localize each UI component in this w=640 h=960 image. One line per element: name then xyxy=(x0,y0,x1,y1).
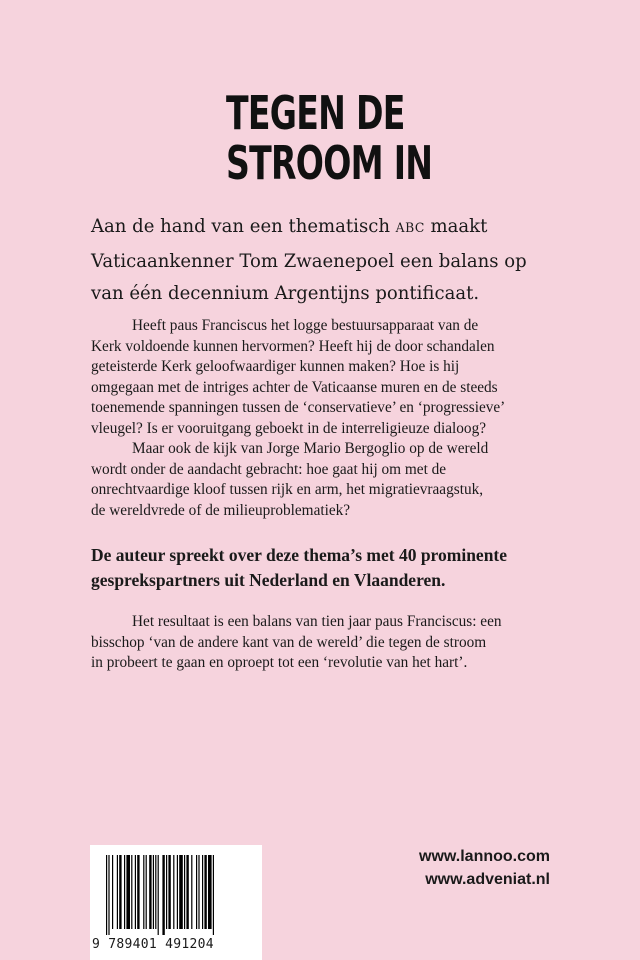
barcode-bar xyxy=(135,855,136,929)
body-line: toenemende spanningen tussen de ‘conservatieve’ en ‘progressieve’ xyxy=(91,399,506,416)
title-line-2: STROOM IN xyxy=(226,136,433,190)
body-line: wordt onder de aandacht gebracht: hoe gaat hij om met de xyxy=(91,460,447,478)
barcode-bar xyxy=(196,855,197,929)
barcode-bar xyxy=(119,855,121,929)
barcode-bar xyxy=(186,855,188,929)
barcode-bar xyxy=(146,855,147,929)
bold-line: gesprekspartners uit Nederland en Vlaanderen. xyxy=(91,570,446,590)
barcode-bar xyxy=(108,855,109,935)
barcode-bar xyxy=(166,855,167,929)
publisher-urls xyxy=(360,845,550,891)
isbn-number: 9 789401 491204 xyxy=(92,937,214,952)
barcode-bar xyxy=(179,855,183,929)
body-line: vleugel? Is er vooruitgang geboekt in de interreligieuze dialoog? xyxy=(91,419,487,437)
barcode-bar xyxy=(106,855,107,935)
barcode-bar xyxy=(177,855,178,929)
result-line: bisschop ‘van de andere kant van de wereld’ die tegen de stroom xyxy=(91,633,487,651)
barcode-bar xyxy=(204,855,206,929)
barcode-bars xyxy=(106,855,256,935)
barcode-bar xyxy=(124,855,125,929)
barcode-bar xyxy=(158,855,159,935)
result-line: in probeert te gaan en oproept tot een ‘revolutie van het hart’. xyxy=(91,654,468,671)
barcode-bar xyxy=(126,855,130,929)
barcode-bar xyxy=(202,855,203,929)
result-line: Het resultaat is een balans van tien jaar paus Franciscus: een xyxy=(132,613,502,630)
barcode-bar xyxy=(112,855,113,929)
body-line: geteisterde Kerk geloofwaardiger kunnen maken? Hoe is hij xyxy=(91,358,460,375)
barcode-bar xyxy=(208,855,212,929)
barcode-bar xyxy=(168,855,170,929)
intro-line-1 xyxy=(91,210,585,245)
intro-paragraph xyxy=(91,210,585,309)
body-line: Heeft paus Franciscus het logge bestuursapparaat van de xyxy=(132,317,479,334)
barcode-bar xyxy=(213,855,214,935)
barcode-bar xyxy=(198,855,199,929)
barcode xyxy=(90,845,262,960)
barcode-bar xyxy=(149,855,151,929)
barcode-bar xyxy=(131,855,132,929)
bold-line: De auteur spreekt over deze thema’s met 40 prominente xyxy=(91,545,508,565)
lannoo-url[interactable]: www.lannoo.com xyxy=(419,848,550,865)
barcode-bar xyxy=(137,855,139,929)
intro-line-3: van één decennium Argentijns pontificaat. xyxy=(91,282,480,304)
body-line: de wereldvrede of de milieuproblematiek? xyxy=(91,501,351,519)
barcode-bar xyxy=(191,855,192,929)
book-title xyxy=(226,88,432,188)
barcode-bar xyxy=(173,855,174,929)
intro-text: Aan de hand van een thematisch xyxy=(91,215,396,237)
barcode-bar xyxy=(162,855,164,935)
barcode-bar xyxy=(153,855,154,929)
intro-line-2: Vaticaankenner Tom Zwaenepoel een balans op xyxy=(91,250,527,272)
barcode-bar xyxy=(117,855,118,929)
abc-smallcaps: ABC xyxy=(395,221,425,236)
barcode-bar xyxy=(184,855,185,929)
body-line: Maar ook de kijk van Jorge Mario Bergoglio op de wereld xyxy=(132,440,489,457)
title-line-1: TEGEN DE xyxy=(226,86,405,140)
body-line: Kerk voldoende kunnen hervormen? Heeft hij de door schandalen xyxy=(91,337,495,355)
adveniat-url[interactable]: www.adveniat.nl xyxy=(425,871,550,888)
intro-text: maakt xyxy=(424,215,488,237)
body-line: onrechtvaardige kloof tussen rijk en arm, het migratievraagstuk, xyxy=(91,481,484,498)
result-paragraph xyxy=(91,612,561,674)
bold-paragraph xyxy=(91,543,591,593)
barcode-bar xyxy=(155,855,156,929)
body-line: omgegaan met de intriges achter de Vaticaanse muren en de steeds xyxy=(91,378,498,396)
body-paragraphs xyxy=(91,316,561,521)
barcode-bar xyxy=(143,855,144,929)
